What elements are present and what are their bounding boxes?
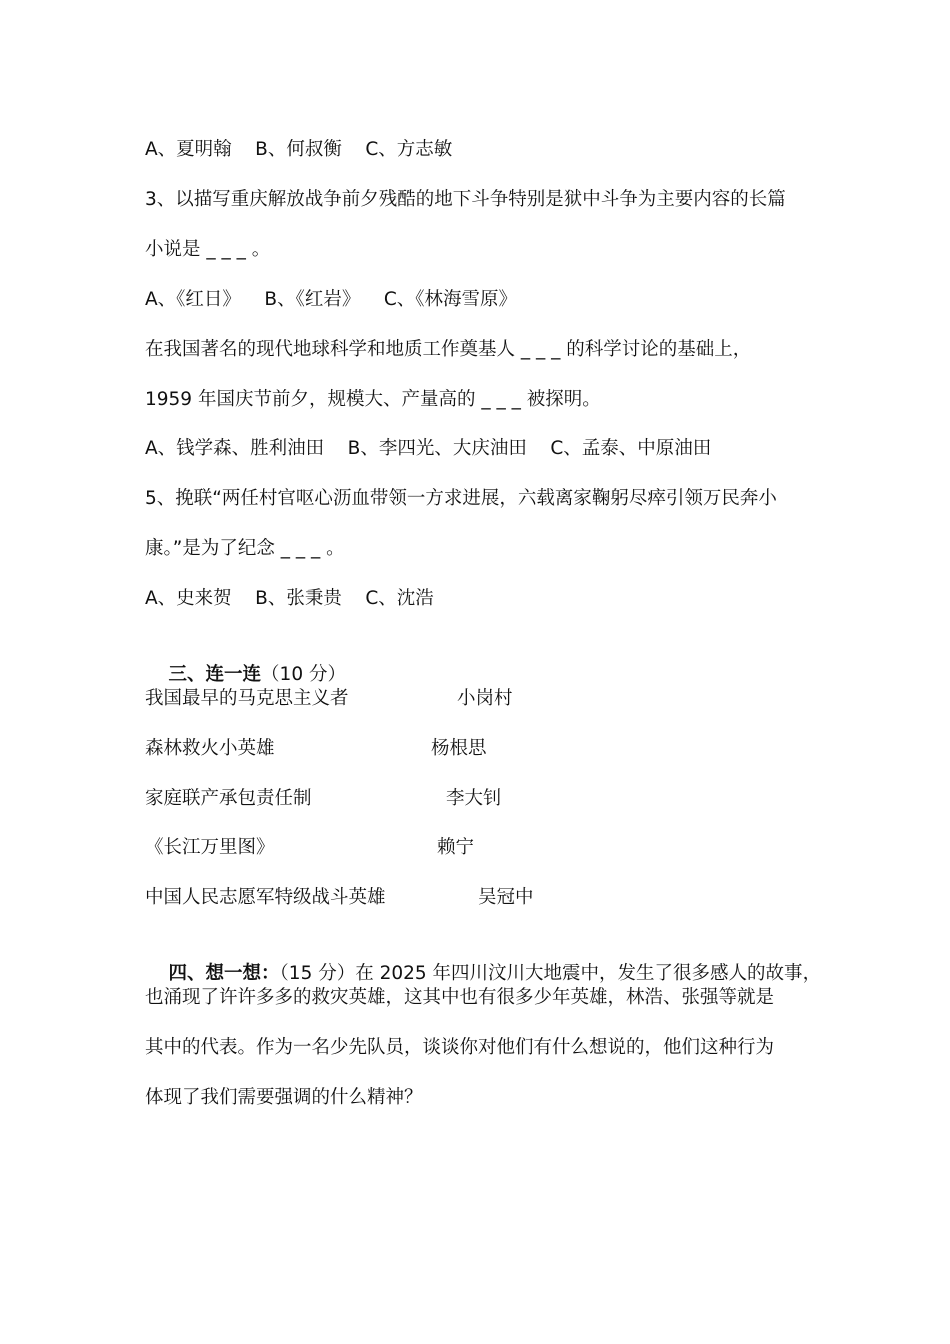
match-left-item: 森林救火小英雄 <box>145 738 275 759</box>
section3-heading: 三、连一连 <box>168 664 262 685</box>
q5-text-line1: 5、挽联“两任村官呕心沥血带领一方求进展，六载离家鞠躬尽瘁引领万民奔小 <box>145 488 777 509</box>
section3-points: （10 分） <box>261 664 346 685</box>
section4-text-line1: （15 分）在 2025 年四川汶川大地震中，发生了很多感人的故事， <box>279 963 822 984</box>
q5-options: A、史来贺 B、张秉贵 C、沈浩 <box>145 588 434 609</box>
match-left-item: 《长江万里图》 <box>145 837 275 858</box>
q4-text-line2: 1959 年国庆节前夕，规模大、产量高的 _ _ _ 被探明。 <box>145 389 601 410</box>
match-left-item: 我国最早的马克思主义者 <box>145 688 349 709</box>
q2-options: A、夏明翰 B、何叔衡 C、方志敏 <box>145 139 453 160</box>
q3-options: A、《红日》 B、《红岩》 C、《林海雪原》 <box>145 289 518 310</box>
q4-text-line1: 在我国著名的现代地球科学和地质工作奠基人 _ _ _ 的科学讨论的基础上， <box>145 339 752 360</box>
section4-text-line3: 其中的代表。作为一名少先队员，谈谈你对他们有什么想说的，他们这种行为 <box>145 1037 775 1058</box>
match-right-item: 吴冠中 <box>478 887 534 908</box>
match-right-item: 赖宁 <box>437 837 475 858</box>
q3-text-line2: 小说是 _ _ _ 。 <box>145 239 271 260</box>
q4-options: A、钱学森、胜利油田 B、李四光、大庆油田 C、孟泰、中原油田 <box>145 438 712 459</box>
match-left-item: 中国人民志愿军特级战斗英雄 <box>145 887 386 908</box>
section4-text-line2: 也涌现了许许多多的救灾英雄，这其中也有很多少年英雄，林浩、张强等就是 <box>145 987 775 1008</box>
match-right-item: 李大钊 <box>446 788 502 809</box>
q3-text-line1: 3、以描写重庆解放战争前夕残酷的地下斗争特别是狱中斗争为主要内容的长篇 <box>145 189 786 210</box>
section4-heading: 四、想一想： <box>168 963 280 984</box>
match-right-item: 小岗村 <box>457 688 513 709</box>
q5-text-line2: 康。”是为了纪念 _ _ _ 。 <box>145 538 345 559</box>
match-right-item: 杨根思 <box>431 738 487 759</box>
section4-text-line4: 体现了我们需要强调的什么精神？ <box>145 1087 423 1108</box>
match-left-item: 家庭联产承包责任制 <box>145 788 312 809</box>
